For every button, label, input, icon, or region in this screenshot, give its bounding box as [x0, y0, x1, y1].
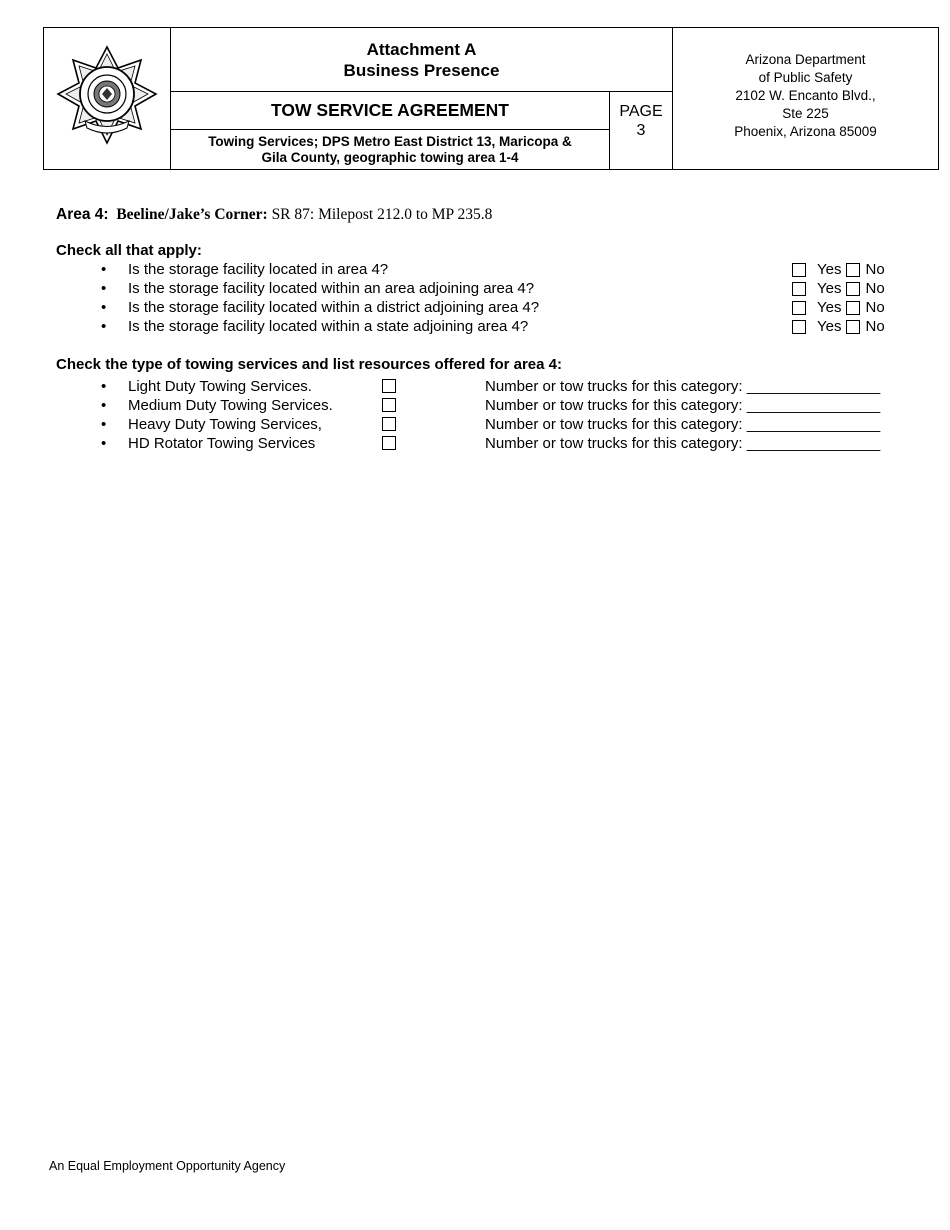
area-label: Area 4:: [56, 206, 109, 223]
department-address: Arizona Department of Public Safety 2102 W. Encanto Blvd., Ste 225 Phoenix, Arizona 85009: [673, 28, 939, 170]
area-name: Beeline/Jake’s Corner:: [116, 206, 268, 223]
yes-no-group: Yes No: [792, 317, 885, 336]
agreement-title: TOW SERVICE AGREEMENT: [171, 92, 610, 130]
yes-no-group: Yes No: [792, 298, 885, 317]
service-checkbox[interactable]: [382, 379, 396, 393]
no-checkbox[interactable]: [846, 282, 860, 296]
service-label: Light Duty Towing Services.: [128, 378, 312, 395]
question-row: [0, 260, 950, 279]
service-row: [0, 396, 950, 415]
yes-checkbox[interactable]: [792, 263, 806, 277]
service-checkbox[interactable]: [382, 417, 396, 431]
service-label: HD Rotator Towing Services: [128, 435, 316, 452]
question-row: [0, 317, 950, 336]
service-row: [0, 434, 950, 453]
yes-no-group: Yes No: [792, 279, 885, 298]
bullet: •: [101, 416, 107, 433]
bullet: •: [101, 261, 107, 278]
question-row: [0, 298, 950, 317]
truck-count-field[interactable]: Number or tow trucks for this category: ________________: [485, 435, 881, 452]
service-row: [0, 415, 950, 434]
bullet: •: [101, 378, 107, 395]
service-checkbox[interactable]: [382, 436, 396, 450]
yes-no-group: Yes No: [792, 260, 885, 279]
no-checkbox[interactable]: [846, 320, 860, 334]
question-text: Is the storage facility located in area 4?: [128, 261, 389, 278]
yes-checkbox[interactable]: [792, 282, 806, 296]
service-checkbox[interactable]: [382, 398, 396, 412]
service-row: [0, 377, 950, 396]
no-checkbox[interactable]: [846, 263, 860, 277]
check-all-heading: Check all that apply:: [56, 242, 202, 259]
question-text: Is the storage facility located within a district adjoining area 4?: [128, 299, 540, 316]
yes-checkbox[interactable]: [792, 320, 806, 334]
yes-checkbox[interactable]: [792, 301, 806, 315]
question-text: Is the storage facility located within an area adjoining area 4?: [128, 280, 535, 297]
bullet: •: [101, 280, 107, 297]
bullet: •: [101, 318, 107, 335]
dps-seal-icon: [55, 44, 159, 148]
attachment-title: Attachment A Business Presence: [171, 28, 673, 92]
services-heading: Check the type of towing services and list resources offered for area 4:: [56, 356, 562, 373]
truck-count-field[interactable]: Number or tow trucks for this category: ________________: [485, 397, 881, 414]
area-route: SR 87: Milepost 212.0 to MP 235.8: [271, 206, 493, 223]
truck-count-field[interactable]: Number or tow trucks for this category: ________________: [485, 378, 881, 395]
service-label: Medium Duty Towing Services.: [128, 397, 333, 414]
bullet: •: [101, 397, 107, 414]
service-label: Heavy Duty Towing Services,: [128, 416, 322, 433]
bullet: •: [101, 435, 107, 452]
question-row: [0, 279, 950, 298]
footer-text: An Equal Employment Opportunity Agency: [49, 1159, 286, 1173]
bullet: •: [101, 299, 107, 316]
question-text: Is the storage facility located within a state adjoining area 4?: [128, 318, 529, 335]
area-line: [56, 206, 492, 224]
page-number: PAGE 3: [610, 92, 673, 170]
truck-count-field[interactable]: Number or tow trucks for this category: ________________: [485, 416, 881, 433]
seal-cell: [44, 28, 171, 170]
document-header: [43, 27, 939, 170]
agreement-subtitle: Towing Services; DPS Metro East District 13, Maricopa & Gila County, geographic towing area 1-4: [171, 130, 610, 170]
no-checkbox[interactable]: [846, 301, 860, 315]
